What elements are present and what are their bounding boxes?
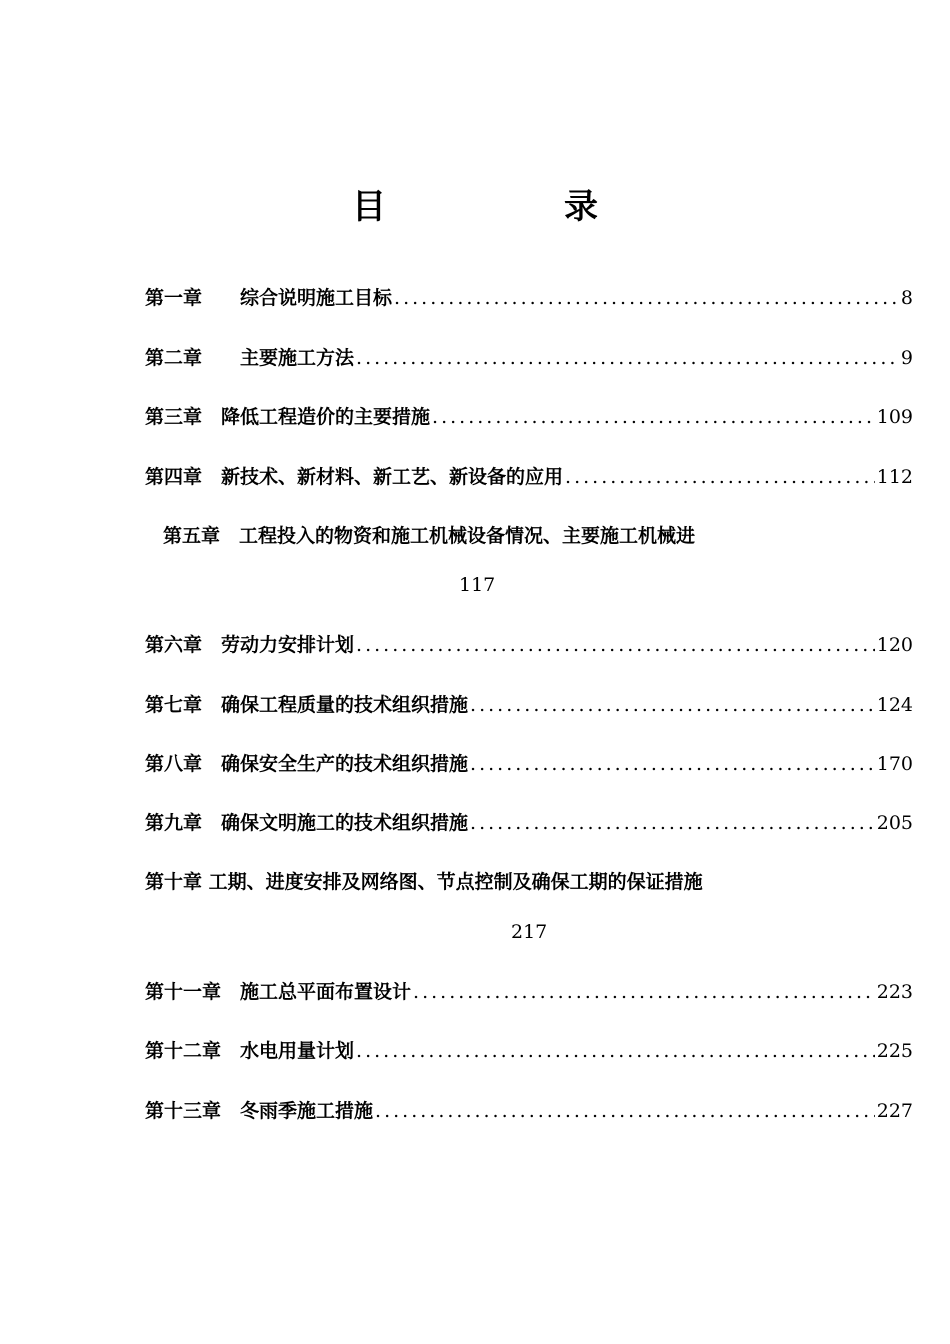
toc-entry-3[interactable] <box>145 402 913 432</box>
toc-chapter-title: 劳动力安排计划 <box>221 634 355 656</box>
toc-chapter-label: 第十三章 <box>145 1100 222 1122</box>
toc-chapter-title: 施工总平面布置设计 <box>240 981 412 1003</box>
toc-dot-leader <box>413 977 875 1007</box>
toc-entry-11[interactable] <box>145 977 913 1007</box>
toc-chapter-title: 确保文明施工的技术组织措施 <box>221 812 469 834</box>
toc-chapter-title: 新技术、新材料、新工艺、新设备的应用 <box>221 466 564 488</box>
toc-entry-2[interactable] <box>145 343 913 373</box>
toc-page-number: 227 <box>876 1100 913 1122</box>
toc-page-number: 217 <box>511 921 548 943</box>
toc-chapter-title: 冬雨季施工措施 <box>240 1100 374 1122</box>
toc-entry-7[interactable] <box>145 690 913 720</box>
toc-chapter-title: 工期、进度安排及网络图、节点控制及确保工期的保证措施 <box>208 871 703 893</box>
toc-dot-leader <box>470 690 875 720</box>
toc-page-number: 225 <box>876 1040 913 1062</box>
toc-dot-leader <box>356 1036 875 1066</box>
toc-chapter-title: 综合说明施工目标 <box>240 287 393 309</box>
toc-chapter-label: 第六章 <box>145 634 203 656</box>
toc-entry-12[interactable] <box>145 1036 913 1066</box>
toc-chapter-label: 第十一章 <box>145 981 222 1003</box>
toc-page-number: 112 <box>876 466 913 488</box>
toc-dot-leader <box>356 630 875 660</box>
toc-dot-leader <box>470 808 875 838</box>
toc-chapter-title: 水电用量计划 <box>240 1040 355 1062</box>
page-title: 目 录 <box>352 187 670 227</box>
toc-entry-8[interactable] <box>145 749 913 779</box>
toc-page-number: 109 <box>876 406 913 428</box>
toc-chapter-label: 第一章 <box>145 287 203 309</box>
toc-page-number: 120 <box>876 634 913 656</box>
toc-entry-6[interactable] <box>145 630 913 660</box>
toc-chapter-label: 第五章 <box>163 525 221 547</box>
toc-page-number: 117 <box>459 574 496 596</box>
toc-dot-leader <box>470 749 875 779</box>
toc-chapter-title: 主要施工方法 <box>240 347 355 369</box>
toc-page-number: 124 <box>876 694 913 716</box>
toc-dot-leader <box>432 402 875 432</box>
toc-chapter-label: 第十二章 <box>145 1040 222 1062</box>
toc-dot-leader <box>356 343 899 373</box>
toc-chapter-title: 工程投入的物资和施工机械设备情况、主要施工机械进 <box>239 525 696 547</box>
toc-entry-13[interactable] <box>145 1096 913 1126</box>
toc-chapter-title: 确保工程质量的技术组织措施 <box>221 694 469 716</box>
toc-chapter-label: 第七章 <box>145 694 203 716</box>
toc-chapter-title: 确保安全生产的技术组织措施 <box>221 753 469 775</box>
toc-chapter-title: 降低工程造价的主要措施 <box>221 406 431 428</box>
toc-chapter-label: 第二章 <box>145 347 203 369</box>
toc-chapter-label: 第九章 <box>145 812 203 834</box>
toc-page-number: 223 <box>876 981 913 1003</box>
toc-entry-9[interactable] <box>145 808 913 838</box>
toc-entry-1[interactable] <box>145 283 913 313</box>
toc-entry-4[interactable] <box>145 462 913 492</box>
toc-page-number: 8 <box>900 287 913 309</box>
toc-page-number: 205 <box>876 812 913 834</box>
toc-page-number: 170 <box>876 753 913 775</box>
toc-chapter-label: 第八章 <box>145 753 203 775</box>
toc-dot-leader <box>394 283 899 313</box>
toc-page-number: 9 <box>900 347 913 369</box>
toc-entry-5[interactable] <box>163 521 695 551</box>
toc-entry-10[interactable] <box>145 867 703 897</box>
toc-dot-leader <box>565 462 875 492</box>
toc-chapter-label: 第四章 <box>145 466 203 488</box>
toc-chapter-label: 第三章 <box>145 406 203 428</box>
toc-chapter-label: 第十章 <box>145 871 203 893</box>
toc-dot-leader <box>375 1096 875 1126</box>
